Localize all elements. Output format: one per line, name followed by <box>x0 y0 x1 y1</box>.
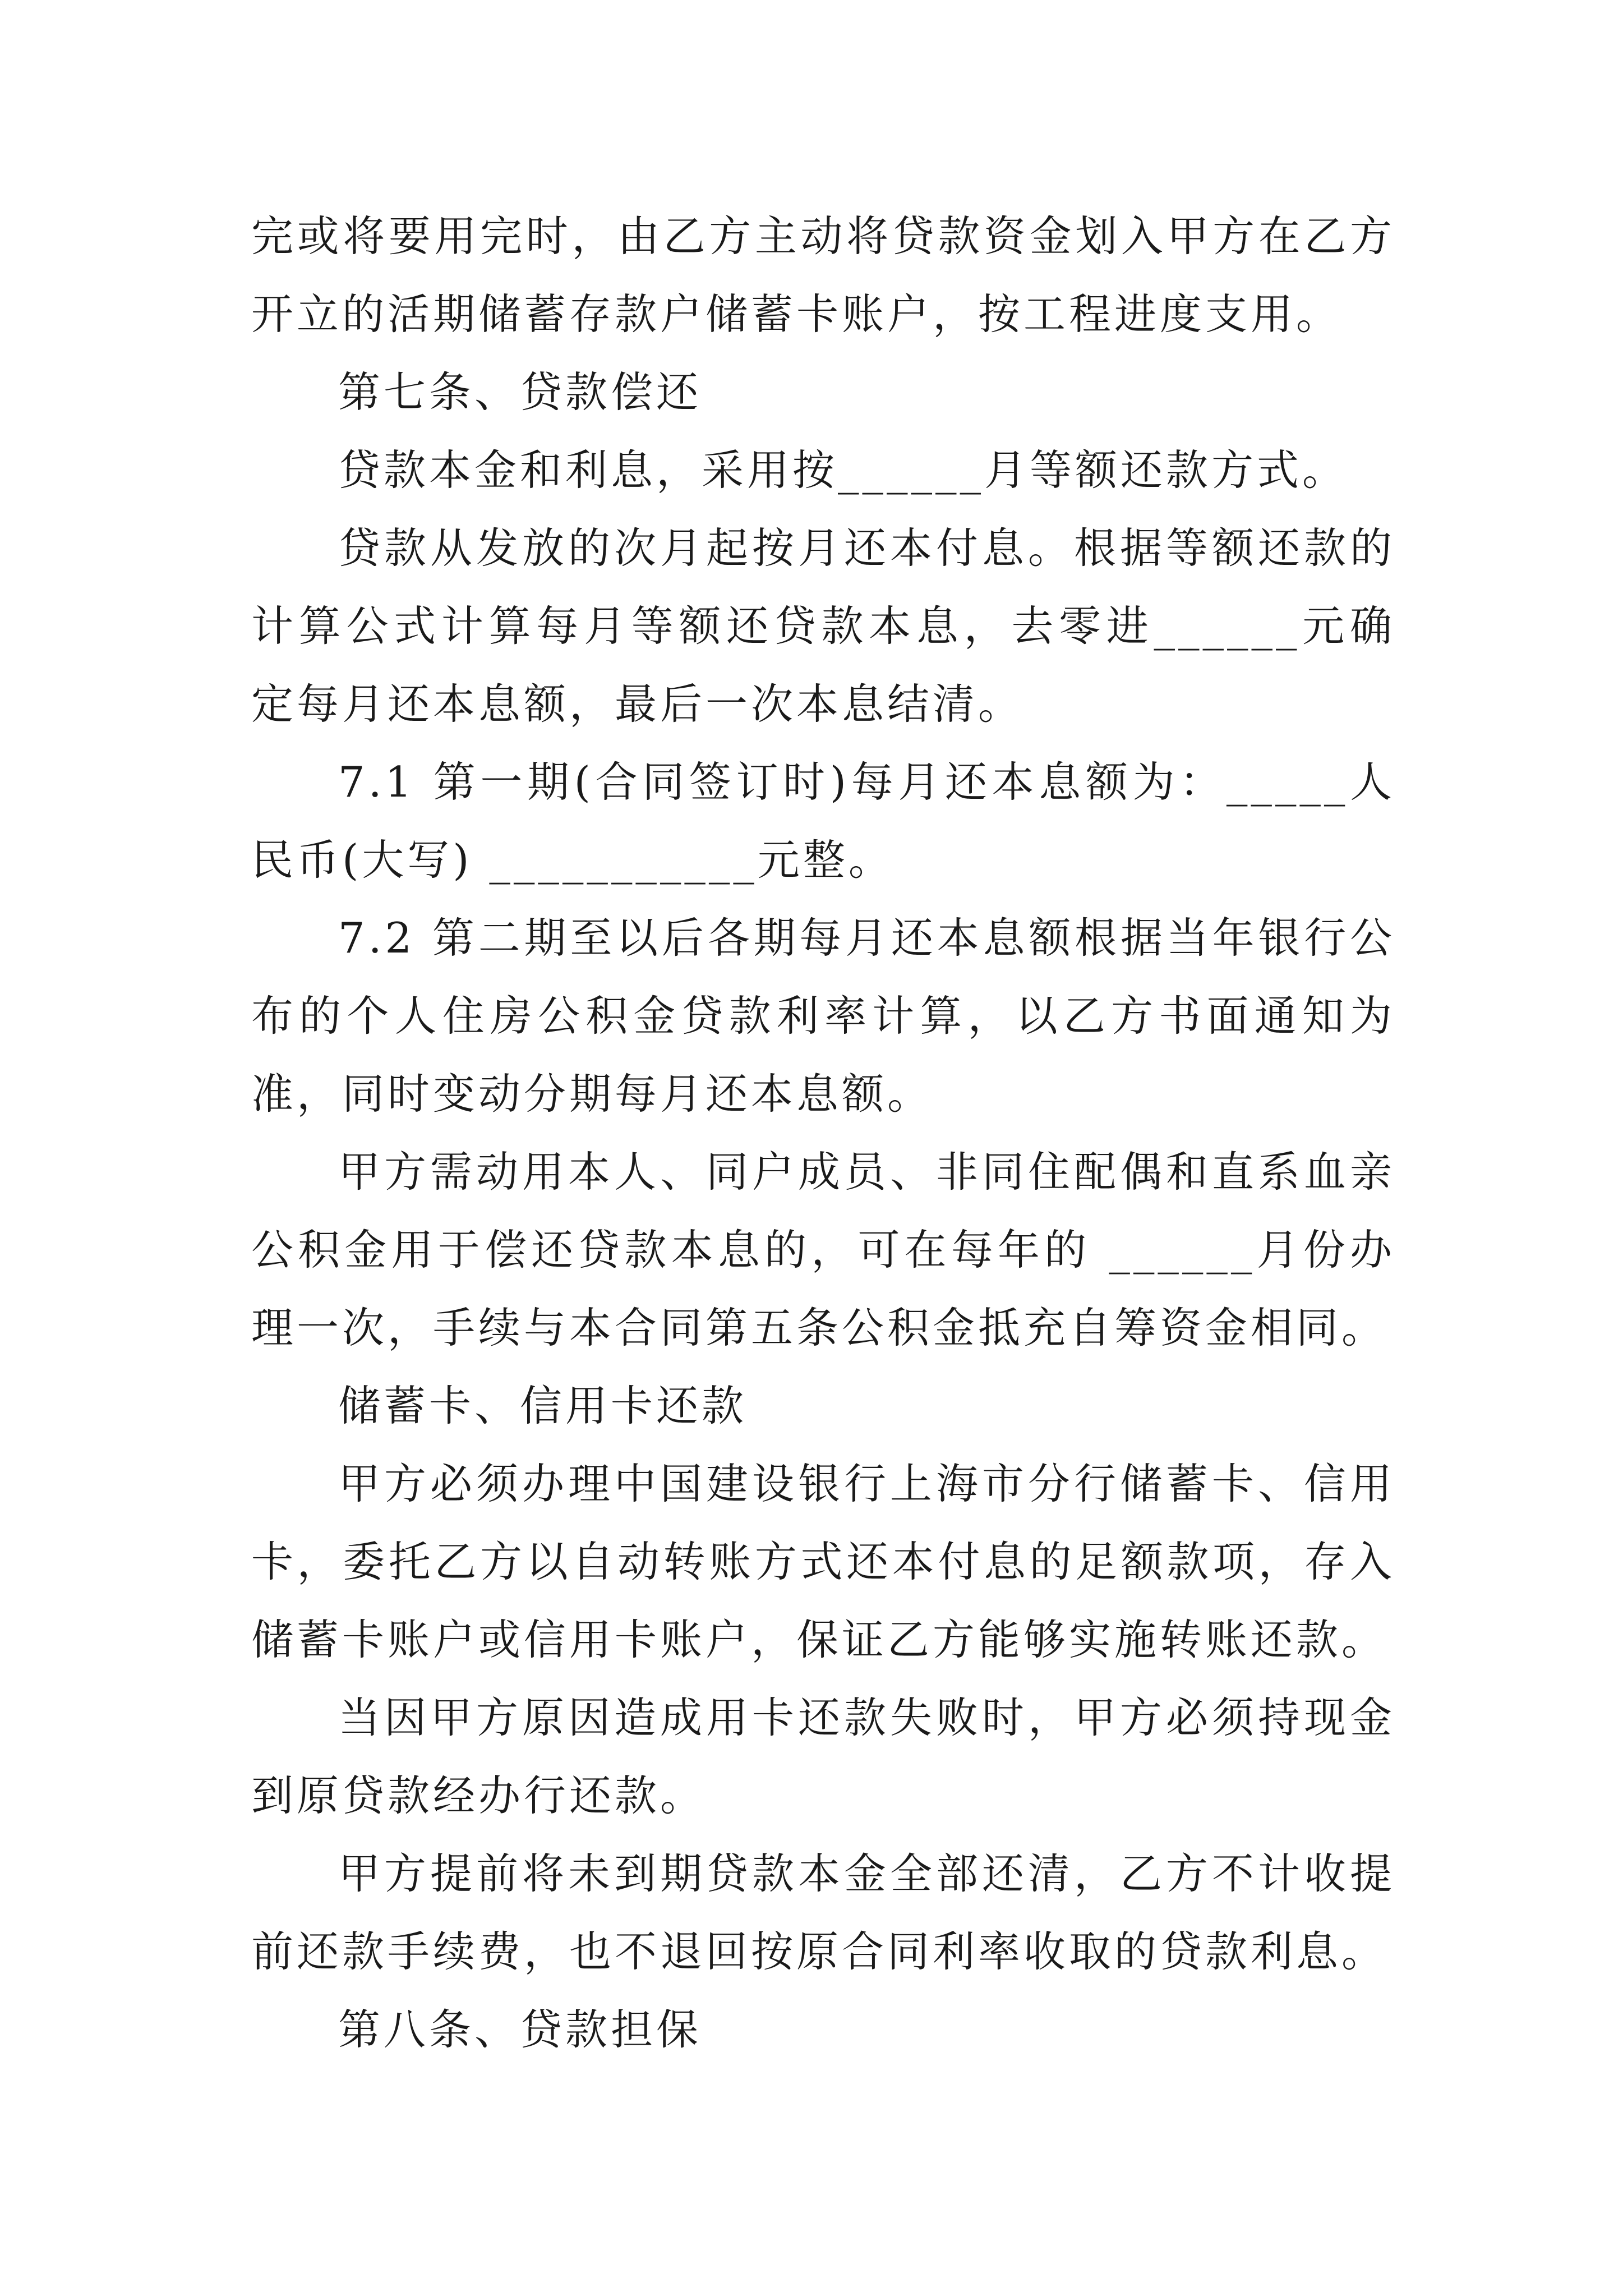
paragraph-provident-fund: 甲方需动用本人、同户成员、非同住配偶和直系血亲公积金用于偿还贷款本息的，可在每年的 ______月份办理一次，手续与本合同第五条公积金抵充自筹资金相同。 <box>251 1147 1395 1352</box>
document-body <box>251 197 1395 2069</box>
paragraph-monthly-payment: 贷款从发放的次月起按月还本付息。根据等额还款的计算公式计算每月等额还贷款本息，去零进______元确定每月还本息额，最后一次本息结清。 <box>251 523 1395 729</box>
paragraph-card-failure: 当因甲方原因造成用卡还款失败时，甲方必须持现金到原贷款经办行还款。 <box>251 1693 1395 1820</box>
paragraph-repayment-method: 贷款本金和利息，采用按______月等额还款方式。 <box>338 445 1348 495</box>
article-7-heading: 第七条、贷款偿还 <box>338 367 702 417</box>
paragraph-continued: 完或将要用完时，由乙方主动将贷款资金划入甲方在乙方开立的活期储蓄存款户储蓄卡账户，按工程进度支用。 <box>251 211 1395 339</box>
paragraph-7-2: 7.2 第二期至以后各期每月还本息额根据当年银行公布的个人住房公积金贷款利率计算，以乙方书面通知为准，同时变动分期每月还本息额。 <box>251 913 1395 1119</box>
paragraph-7-1: 7.1 第一期(合同签订时)每月还本息额为：_____人民币(大写) ___________元整。 <box>251 757 1395 885</box>
paragraph-early-repayment: 甲方提前将未到期贷款本金全部还清，乙方不计收提前还款手续费，也不退回按原合同利率收取的贷款利息。 <box>251 1849 1395 1976</box>
paragraph-card-requirement: 甲方必须办理中国建设银行上海市分行储蓄卡、信用卡，委托乙方以自动转账方式还本付息的足额款项，存入储蓄卡账户或信用卡账户，保证乙方能够实施转账还款。 <box>251 1459 1395 1664</box>
card-repayment-heading: 储蓄卡、信用卡还款 <box>338 1381 748 1430</box>
article-8-heading: 第八条、贷款担保 <box>338 2005 702 2054</box>
